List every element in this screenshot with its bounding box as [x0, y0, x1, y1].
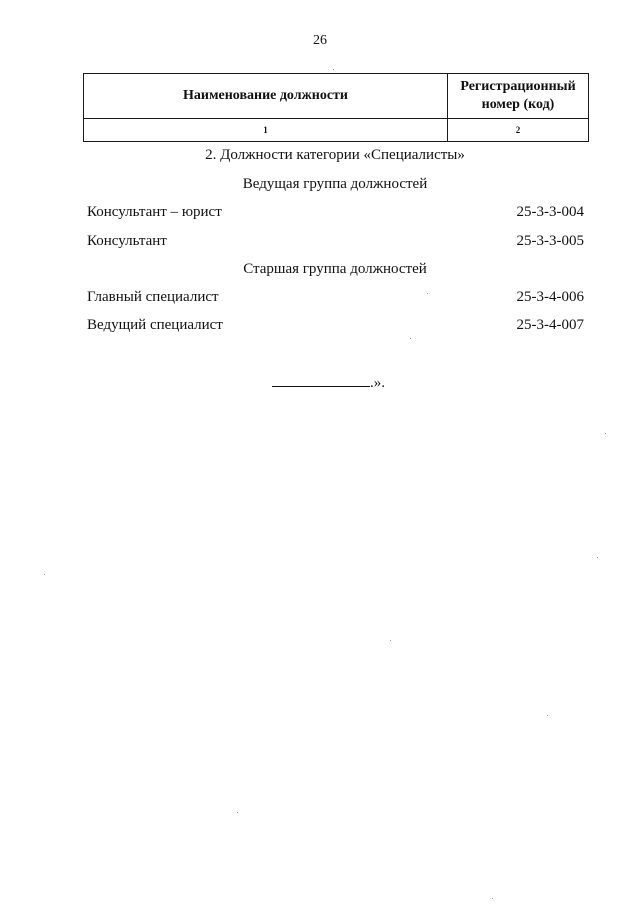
- scan-speck: [44, 574, 45, 575]
- header-position-name-label: Наименование должности: [183, 88, 348, 103]
- header-code-line2: номер (код): [481, 97, 555, 112]
- section-title: 2. Должности категории «Специалисты»: [205, 147, 465, 163]
- scan-speck: [390, 640, 391, 641]
- column-number-1: 1: [84, 119, 448, 142]
- scan-speck: [237, 812, 238, 813]
- position-code: 25-3-4-006: [516, 289, 584, 305]
- closing-line: [272, 372, 385, 392]
- column-number-2: 2: [448, 119, 589, 142]
- scan-speck: [547, 715, 548, 716]
- position-name: Консультант: [87, 233, 167, 249]
- position-name: Ведущий специалист: [87, 317, 223, 333]
- group-title-senior: Старшая группа должностей: [243, 261, 427, 277]
- blank-underline: [272, 372, 370, 387]
- position-row: [87, 317, 584, 337]
- closing-suffix: .».: [370, 375, 385, 391]
- page-number: 26: [313, 33, 327, 48]
- table-header-row: [84, 74, 589, 119]
- scan-speck: [605, 433, 606, 434]
- header-position-name: [84, 74, 448, 119]
- scan-speck: [410, 338, 411, 339]
- position-code: 25-3-4-007: [516, 317, 584, 333]
- position-row: [87, 289, 584, 309]
- scan-speck: [492, 898, 493, 899]
- position-name: Консультант – юрист: [87, 204, 222, 220]
- scan-speck: [333, 69, 334, 70]
- header-registration-code: [448, 74, 589, 119]
- position-code: 25-3-3-005: [516, 233, 584, 249]
- position-row: [87, 233, 584, 253]
- header-code-line1: Регистрационный: [460, 79, 576, 94]
- scan-speck: [597, 557, 598, 558]
- position-name: Главный специалист: [87, 289, 219, 305]
- position-code: 25-3-3-004: [516, 204, 584, 220]
- positions-header-table: [83, 73, 589, 142]
- scan-speck: [427, 293, 428, 294]
- position-row: [87, 204, 584, 224]
- table-column-number-row: [84, 119, 589, 142]
- group-title-leading: Ведущая группа должностей: [242, 176, 428, 192]
